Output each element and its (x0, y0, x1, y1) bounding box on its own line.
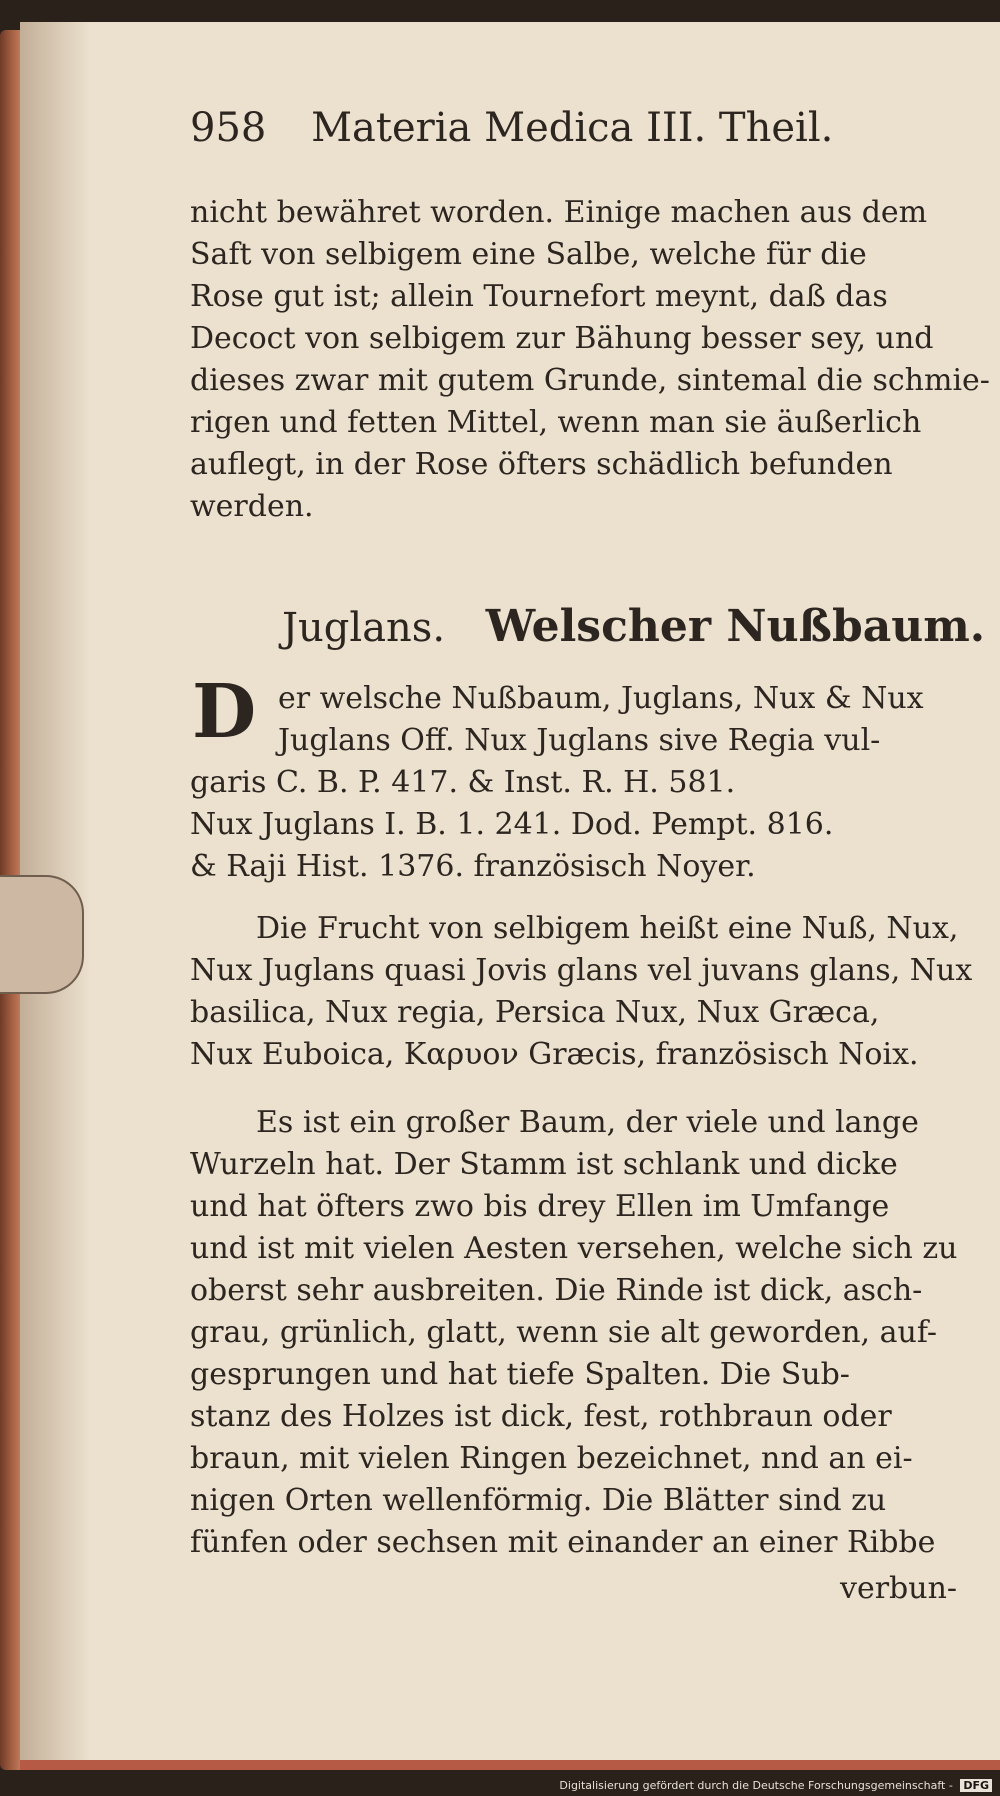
credit-text: Digitalisierung gefördert durch die Deutsche Forschungsgemeinschaft - (559, 1779, 953, 1792)
book-clasp (0, 875, 84, 994)
entry-heading (282, 597, 985, 658)
text-line: basilica, Nux regia, Persica Nux, Nux Græca, (190, 995, 880, 1030)
book-page (20, 22, 1000, 1770)
text-line: Juglans Off. Nux Juglans sive Regia vul- (278, 723, 881, 758)
text-line: Nux Juglans quasi Jovis glans vel juvans glans, Nux (190, 953, 973, 988)
text-line: auflegt, in der Rose öfters schädlich befunden (190, 447, 893, 482)
catchword: verbun- (840, 1571, 958, 1606)
text-line: fünfen oder sechsen mit einander an einer Ribbe (190, 1525, 936, 1560)
text-line: Saft von selbigem eine Salbe, welche für die (190, 237, 867, 272)
text-line: stanz des Holzes ist dick, fest, rothbraun oder (190, 1399, 892, 1434)
text-line: Decoct von selbigem zur Bähung besser sey, und (190, 321, 934, 356)
entry-latin-name: Juglans. (282, 605, 446, 651)
text-line: werden. (190, 489, 314, 524)
dfg-logo: DFG (960, 1779, 992, 1792)
text-line: Es ist ein großer Baum, der viele und lange (256, 1105, 919, 1140)
text-line: oberst sehr ausbreiten. Die Rinde ist dick, asch- (190, 1273, 923, 1308)
page-text (20, 22, 1000, 1770)
page-number: 958 (190, 105, 267, 151)
digitization-credit (559, 1779, 992, 1792)
text-line: Nux Euboica, Καρυον Græcis, französisch Noix. (190, 1037, 919, 1072)
entry-german-name: Welscher Nußbaum. (485, 601, 986, 652)
text-line: braun, mit vielen Ringen bezeichnet, nnd an ei- (190, 1441, 913, 1476)
drop-cap: D (192, 669, 257, 755)
text-line: nicht bewähret worden. Einige machen aus dem (190, 195, 928, 230)
text-line: er welsche Nußbaum, Juglans, Nux & Nux (278, 681, 924, 716)
text-line: Rose gut ist; allein Tournefort meynt, daß das (190, 279, 888, 314)
running-header (190, 100, 833, 156)
text-line: gesprungen und hat tiefe Spalten. Die Sub- (190, 1357, 850, 1392)
text-line: rigen und fetten Mittel, wenn man sie äußerlich (190, 405, 922, 440)
text-line: dieses zwar mit gutem Grunde, sintemal die schmie- (190, 363, 990, 398)
text-line: Die Frucht von selbigem heißt eine Nuß, Nux, (256, 911, 959, 946)
running-title: Materia Medica III. Theil. (311, 105, 834, 151)
text-line: & Raji Hist. 1376. französisch Noyer. (190, 849, 756, 884)
text-line: Wurzeln hat. Der Stamm ist schlank und dicke (190, 1147, 898, 1182)
text-line: nigen Orten wellenförmig. Die Blätter sind zu (190, 1483, 887, 1518)
text-line: grau, grünlich, glatt, wenn sie alt geworden, auf- (190, 1315, 937, 1350)
text-line: garis C. B. P. 417. & Inst. R. H. 581. (190, 765, 736, 800)
text-line: und ist mit vielen Aesten versehen, welche sich zu (190, 1231, 958, 1266)
text-line: und hat öfters zwo bis drey Ellen im Umfange (190, 1189, 890, 1224)
text-line: Nux Juglans I. B. 1. 241. Dod. Pempt. 816. (190, 807, 834, 842)
